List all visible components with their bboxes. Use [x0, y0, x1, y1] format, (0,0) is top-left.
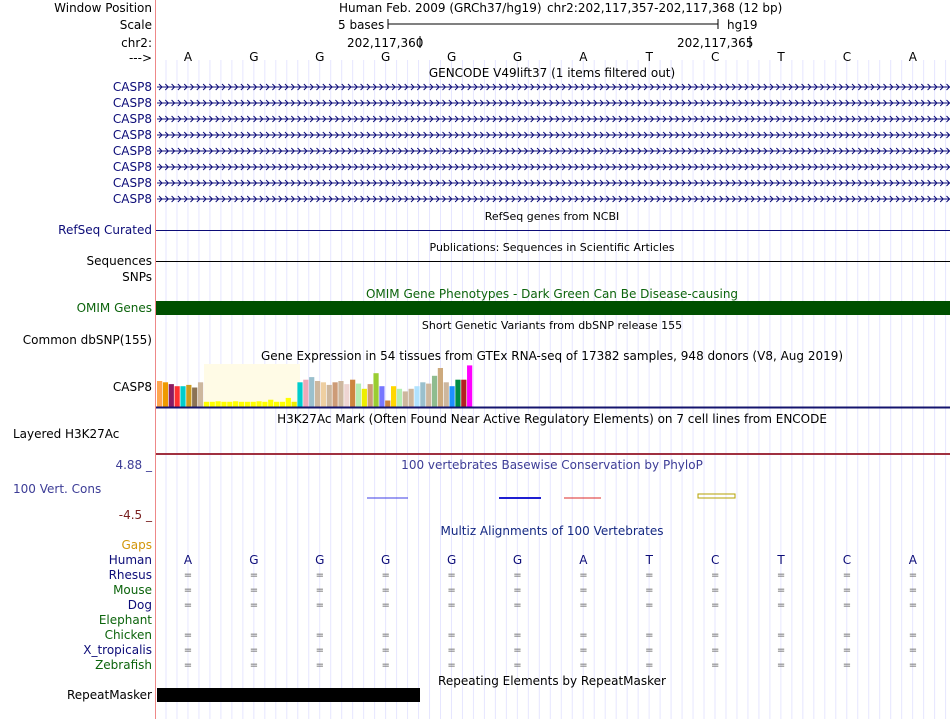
multiz-match-symbol: = [645, 600, 654, 611]
gtex-tissue-bar [274, 402, 279, 407]
multiz-match-symbol: = [908, 570, 918, 581]
base-letter: G [446, 50, 457, 64]
multiz-base: A [908, 553, 917, 567]
gtex-tissue-bar [379, 386, 384, 407]
gencode-transcript-label[interactable]: CASP8 [112, 176, 152, 190]
base-letter: G [512, 50, 523, 64]
multiz-match-symbol: = [842, 645, 852, 656]
multiz-match-symbol: = [249, 630, 259, 641]
multiz-match-symbol: = [579, 660, 588, 671]
dbsnp-track-label[interactable]: Common dbSNP(155) [22, 333, 152, 347]
gtex-tissue-bar [216, 401, 221, 407]
gtex-tissue-bar [373, 373, 378, 407]
multiz-match-symbol: = [315, 645, 324, 656]
multiz-match-symbol: = [183, 660, 193, 671]
multiz-match-symbol: = [579, 570, 588, 581]
scale-db: hg19 [727, 18, 758, 32]
refseq-track-title[interactable]: RefSeq genes from NCBI [484, 210, 620, 223]
multiz-match-symbol: = [249, 570, 259, 581]
multiz-species-label[interactable]: Mouse [113, 583, 152, 597]
omim-feature-bar [156, 301, 950, 315]
gtex-tissue-bar [221, 402, 226, 407]
gencode-transcript-label[interactable]: CASP8 [112, 80, 152, 94]
multiz-match-symbol: = [908, 645, 918, 656]
omim-track-label[interactable]: OMIM Genes [76, 301, 152, 315]
publications-snps-label[interactable]: SNPs [122, 270, 152, 284]
multiz-match-symbol: = [513, 570, 522, 581]
scale-label: Scale [119, 18, 152, 32]
gtex-tissue-bar [327, 385, 332, 407]
multiz-match-symbol: = [513, 645, 522, 656]
gtex-tissue-bar [286, 398, 291, 407]
gtex-tissue-bar [245, 402, 250, 407]
base-letter: T [777, 50, 785, 64]
multiz-match-symbol: = [381, 585, 390, 596]
multiz-species-label[interactable]: X_tropicalis [83, 643, 152, 657]
multiz-match-symbol: = [842, 630, 852, 641]
gtex-tissue-bar [297, 382, 302, 407]
multiz-match-symbol: = [579, 645, 588, 656]
conservation-signal [367, 494, 735, 498]
multiz-match-symbol: = [381, 570, 390, 581]
gtex-tissue-bar [333, 382, 338, 407]
gtex-tissue-bar [303, 380, 308, 407]
gtex-track-label[interactable]: CASP8 [112, 380, 152, 394]
repeatmasker-track-title[interactable]: Repeating Elements by RepeatMasker [438, 674, 666, 688]
gtex-tissue-bar [461, 380, 466, 407]
multiz-match-symbol: = [710, 600, 720, 611]
gtex-tissue-bar [438, 368, 443, 407]
gtex-track-title[interactable]: Gene Expression in 54 tissues from GTEx RNA-seq of 17382 samples, 948 donors (V8, Aug 2019) [260, 349, 844, 363]
multiz-match-symbol: = [908, 660, 918, 671]
gtex-background [204, 364, 300, 407]
multiz-base: T [777, 553, 785, 567]
multiz-base: T [645, 553, 653, 567]
gtex-tissue-bar [186, 385, 191, 407]
multiz-base: G [512, 553, 523, 567]
multiz-species-label[interactable]: Chicken [104, 628, 152, 642]
multiz-match-symbol: = [710, 630, 720, 641]
base-letter: T [645, 50, 653, 64]
gtex-tissue-bar [280, 402, 285, 407]
multiz-match-symbol: = [842, 585, 852, 596]
multiz-match-symbol: = [710, 660, 720, 671]
repeatmasker-feature [157, 688, 420, 702]
multiz-match-symbol: = [710, 645, 720, 656]
base-letter: A [579, 50, 588, 64]
multiz-match-symbol: = [776, 630, 786, 641]
gencode-track-title[interactable]: GENCODE V49lift37 (1 items filtered out) [428, 66, 676, 80]
gtex-tissue-bar [180, 386, 185, 407]
gtex-tissue-bar [362, 389, 367, 407]
multiz-match-symbol: = [645, 630, 654, 641]
gtex-tissue-bar [450, 386, 455, 407]
multiz-match-symbol: = [513, 630, 522, 641]
gtex-tissue-bar [163, 382, 168, 407]
gtex-tissue-bar [157, 381, 162, 407]
base-letter: G [381, 50, 391, 64]
multiz-match-symbol: = [710, 570, 720, 581]
gtex-tissue-bar [251, 402, 256, 407]
publications-track-title[interactable]: Publications: Sequences in Scientific Articles [429, 241, 675, 254]
gtex-tissue-bar [309, 377, 314, 407]
gtex-tissue-bar [210, 402, 215, 407]
multiz-match-symbol: = [842, 600, 852, 611]
multiz-match-symbol: = [776, 645, 786, 656]
multiz-base: C [842, 553, 852, 567]
gencode-transcript-label[interactable]: CASP8 [112, 112, 152, 126]
multiz-match-symbol: = [645, 585, 654, 596]
multiz-match-symbol: = [249, 645, 259, 656]
h3k27ac-track-label[interactable]: Layered H3K27Ac [13, 427, 120, 441]
refseq-track-label[interactable]: RefSeq Curated [58, 223, 152, 237]
multiz-match-symbol: = [381, 660, 390, 671]
gtex-tissue-bar [426, 384, 431, 407]
multiz-match-symbol: = [381, 645, 390, 656]
gtex-tissue-bar [268, 400, 273, 407]
gtex-tissue-bar [403, 391, 408, 407]
dbsnp-track-title[interactable]: Short Genetic Variants from dbSNP release 155 [421, 319, 683, 332]
gencode-transcript-label[interactable]: CASP8 [112, 192, 152, 206]
gtex-tissue-bar [344, 384, 349, 407]
gtex-tissue-bar [444, 382, 449, 407]
gtex-tissue-bar [368, 384, 373, 407]
multiz-match-symbol: = [315, 570, 324, 581]
multiz-species-label[interactable]: Rhesus [108, 568, 152, 582]
multiz-base: G [315, 553, 325, 567]
multiz-match-symbol: = [447, 660, 456, 671]
base-letter: A [183, 50, 193, 64]
base-letter: G [315, 50, 325, 64]
multiz-match-symbol: = [315, 600, 324, 611]
multiz-match-symbol: = [579, 585, 588, 596]
gencode-transcript-label[interactable]: CASP8 [112, 128, 152, 142]
gtex-tissue-bar [169, 384, 174, 407]
gtex-tissue-bar [292, 402, 297, 407]
multiz-match-symbol: = [513, 600, 522, 611]
scale-bar-text: 5 bases [338, 18, 385, 32]
gtex-tissue-bar [192, 388, 197, 408]
multiz-match-symbol: = [579, 600, 588, 611]
base-letter: G [249, 50, 259, 64]
base-letter: C [842, 50, 852, 64]
multiz-match-symbol: = [776, 570, 786, 581]
multiz-base: G [381, 553, 391, 567]
multiz-match-symbol: = [183, 585, 193, 596]
multiz-match-symbol: = [183, 570, 193, 581]
multiz-match-symbol: = [842, 570, 852, 581]
coordinate-left: 202,117,360 [347, 36, 424, 50]
gtex-tissue-bar [414, 386, 419, 407]
multiz-match-symbol: = [249, 600, 259, 611]
base-letter: A [908, 50, 917, 64]
chromosome-label: chr2: [121, 36, 152, 50]
strand-arrow-label: ---> [128, 51, 152, 65]
multiz-match-symbol: = [645, 645, 654, 656]
gtex-tissue-bar [321, 382, 326, 407]
h3k27ac-track-title[interactable]: H3K27Ac Mark (Often Found Near Active Regulatory Elements) on 7 cell lines from ENCODE [277, 412, 827, 426]
multiz-base: G [249, 553, 259, 567]
assembly-name: Human Feb. 2009 (GRCh37/hg19) [339, 1, 542, 15]
multiz-base: C [710, 553, 720, 567]
multiz-match-symbol: = [183, 630, 193, 641]
gtex-tissue-bar [256, 401, 261, 407]
gtex-tissue-bar [227, 402, 232, 407]
multiz-base: A [183, 553, 193, 567]
multiz-match-symbol: = [381, 630, 390, 641]
gtex-tissue-bar [455, 380, 460, 407]
multiz-match-symbol: = [447, 600, 456, 611]
gtex-tissue-bar [420, 382, 425, 407]
multiz-match-symbol: = [447, 570, 456, 581]
multiz-match-symbol: = [315, 585, 324, 596]
multiz-match-symbol: = [315, 660, 324, 671]
multiz-species-label[interactable]: Dog [127, 598, 152, 612]
multiz-match-symbol: = [908, 600, 918, 611]
multiz-match-symbol: = [183, 600, 193, 611]
gencode-transcript-label[interactable]: CASP8 [112, 144, 152, 158]
multiz-match-symbol: = [447, 630, 456, 641]
multiz-base: G [446, 553, 457, 567]
conservation-min-label: -4.5 _ [118, 508, 152, 522]
gtex-tissue-bar [432, 376, 437, 407]
multiz-match-symbol: = [315, 630, 324, 641]
conservation-max-label: 4.88 _ [115, 458, 152, 472]
gtex-tissue-bar [409, 389, 414, 407]
gtex-tissue-bar [204, 402, 209, 407]
gtex-tissue-bar [175, 386, 180, 407]
multiz-match-symbol: = [776, 585, 786, 596]
gtex-tissue-bar [198, 382, 203, 407]
multiz-match-symbol: = [447, 585, 456, 596]
multiz-species-label[interactable]: Elephant [98, 613, 152, 627]
gtex-tissue-bar [239, 402, 244, 407]
multiz-species-label[interactable]: Zebrafish [95, 658, 152, 672]
multiz-match-symbol: = [908, 630, 918, 641]
multiz-match-symbol: = [513, 585, 522, 596]
gtex-tissue-bar [315, 381, 320, 407]
gtex-tissue-bar [391, 386, 396, 407]
gtex-tissue-bar [385, 401, 390, 408]
multiz-gaps-label[interactable]: Gaps [121, 538, 152, 552]
multiz-match-symbol: = [645, 570, 654, 581]
gtex-tissue-bar [467, 365, 472, 407]
multiz-match-symbol: = [645, 660, 654, 671]
multiz-match-symbol: = [579, 630, 588, 641]
gencode-transcript-label[interactable]: CASP8 [112, 96, 152, 110]
position-range: chr2:202,117,357-202,117,368 (12 bp) [547, 1, 783, 15]
multiz-match-symbol: = [183, 645, 193, 656]
gtex-tissue-bar [262, 402, 267, 407]
multiz-match-symbol: = [776, 600, 786, 611]
multiz-match-symbol: = [908, 585, 918, 596]
coordinate-right: 202,117,365 [677, 36, 754, 50]
repeatmasker-track-label[interactable]: RepeatMasker [66, 688, 152, 702]
publications-track-label[interactable]: Sequences [86, 254, 152, 268]
multiz-track-title[interactable]: Multiz Alignments of 100 Vertebrates [440, 524, 664, 538]
multiz-match-symbol: = [710, 585, 720, 596]
multiz-match-symbol: = [447, 645, 456, 656]
multiz-match-symbol: = [842, 660, 852, 671]
multiz-species-label[interactable]: Human [108, 553, 152, 567]
multiz-match-symbol: = [249, 585, 259, 596]
multiz-match-symbol: = [381, 600, 390, 611]
gtex-tissue-bar [356, 384, 361, 407]
gtex-tissue-bar [338, 381, 343, 407]
gencode-transcript-label[interactable]: CASP8 [112, 160, 152, 174]
multiz-match-symbol: = [513, 660, 522, 671]
gtex-tissue-bar [233, 401, 238, 407]
base-letter: C [710, 50, 720, 64]
multiz-match-symbol: = [249, 660, 259, 671]
omim-track-title[interactable]: OMIM Gene Phenotypes - Dark Green Can Be Disease-causing [365, 287, 739, 301]
multiz-base: A [579, 553, 588, 567]
conservation-track-label[interactable]: 100 Vert. Cons [13, 482, 102, 496]
gtex-tissue-bar [350, 380, 355, 407]
gtex-tissue-bar [397, 389, 402, 407]
multiz-match-symbol: = [776, 660, 786, 671]
window-position-label: Window Position [54, 1, 152, 15]
conservation-track-title[interactable]: 100 vertebrates Basewise Conservation by PhyloP [401, 458, 703, 472]
